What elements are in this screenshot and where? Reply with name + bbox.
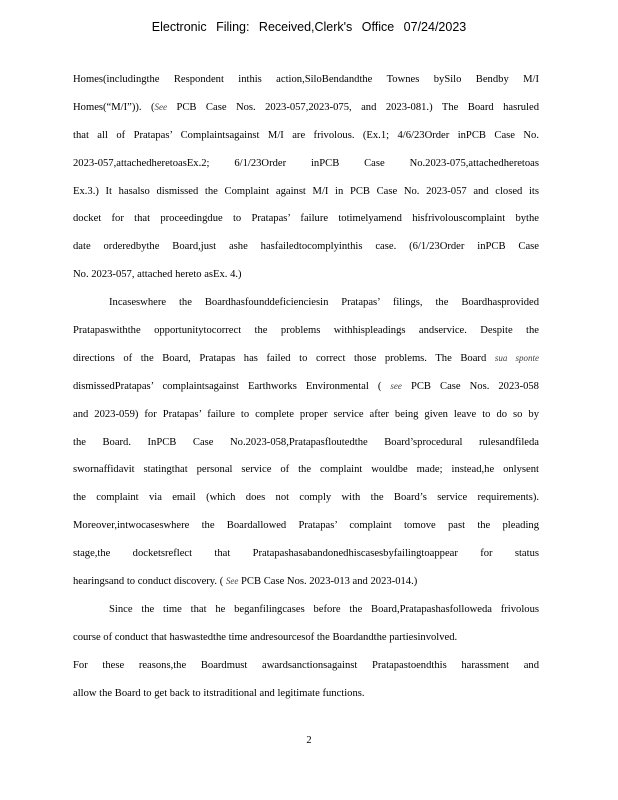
text-line: course of conduct that haswastedthe time andresourcesof the Boardandthe partiesinvolved.: [73, 631, 458, 643]
line-segment: PCB Case Nos. 2023-057,2023-075, and 2023-081.) The Board hasruled: [167, 101, 539, 113]
text-line: Since the time that he beganfilingcases before the Board,Pratapashasfolloweda frivolous: [109, 603, 539, 615]
line-segment: PCB Case Nos. 2023-013 and 2023-014.): [238, 576, 418, 588]
text-line: Incaseswhere the Boardhasfounddeficienciesin Pratapas’ filings, the Boardhasprovided: [109, 297, 539, 309]
text-line: No. 2023-057, attached hereto asEx. 4.): [73, 269, 242, 281]
line-segment: Homes(“M/I”)). (: [73, 101, 155, 113]
line-segment: hearingsand to conduct discovery. (: [73, 576, 226, 588]
text-line: Moreover,intwocaseswhere the Boardallowed Pratapas’ complaint tomove past the pleading: [73, 520, 539, 532]
italic-citation: See: [225, 576, 239, 587]
text-line: Pratapaswiththe opportunitytocorrect the problems withhispleadings andservice. Despite the: [73, 325, 539, 337]
text-line: the Board. InPCB Case No.2023-058,Pratapasfloutedthe Board’sprocedural rulesandfileda: [73, 436, 539, 448]
line-segment: PCB Case Nos. 2023-058: [401, 380, 539, 392]
text-line: the complaint via email (which does not comply with the Board’s service requirements).: [73, 492, 539, 504]
text-line: docket for that proceedingdue to Pratapas’ failure totimelyamend hisfrivolouscomplaint bythe: [73, 213, 539, 225]
text-line: and 2023-059) for Pratapas’ failure to complete proper service after being given leave to do so by: [73, 408, 539, 420]
italic-citation: See: [154, 101, 168, 112]
filing-header: Electronic Filing: Received,Clerk's Office 07/24/2023: [151, 20, 467, 34]
text-line: For these reasons,the Boardmust awardsanctionsagainst Pratapastoendthis harassment and: [73, 659, 539, 671]
line-segment: dismissedPratapas’ complaintsagainst Earthworks Environmental (: [73, 380, 391, 392]
italic-citation: sua sponte: [494, 352, 539, 363]
text-line: 2023-057,attachedheretoasEx.2; 6/1/23Order inPCB Case No.2023-075,attachedheretoas: [73, 157, 539, 169]
line-segment: directions of the Board, Pratapas has failed to correct those problems. The Board: [73, 352, 495, 364]
text-line: stage,the docketsreflect that Pratapashasabandonedhiscasesbyfailingtoappear for status: [73, 548, 539, 560]
text-line: Homes(includingthe Respondent inthis action,SiloBendandthe Townes bySilo Bendby M/I: [73, 74, 539, 85]
page-number: 2: [306, 735, 312, 746]
text-line: [73, 373, 539, 401]
text-line: [73, 345, 539, 373]
text-line: allow the Board to get back to itstraditional and legitimate functions.: [73, 687, 365, 699]
italic-citation: see: [390, 380, 402, 391]
text-line: [73, 568, 539, 596]
text-line: swornaffidavit statingthat personal service of the complaint wouldbe made; instead,he onlysent: [73, 464, 539, 476]
text-line: [73, 94, 539, 122]
text-line: date orderedbythe Board,just ashe hasfailedtocomplyinthis case. (6/1/23Order inPCB Case: [73, 241, 539, 253]
text-line: Ex.3.) It hasalso dismissed the Complaint against M/I in PCB Case No. 2023-057 and closed its: [73, 185, 539, 197]
text-line: that all of Pratapas’ Complaintsagainst M/I are frivolous. (Ex.1; 4/6/23Order inPCB Case No.: [73, 129, 539, 141]
document-body: [73, 66, 539, 707]
